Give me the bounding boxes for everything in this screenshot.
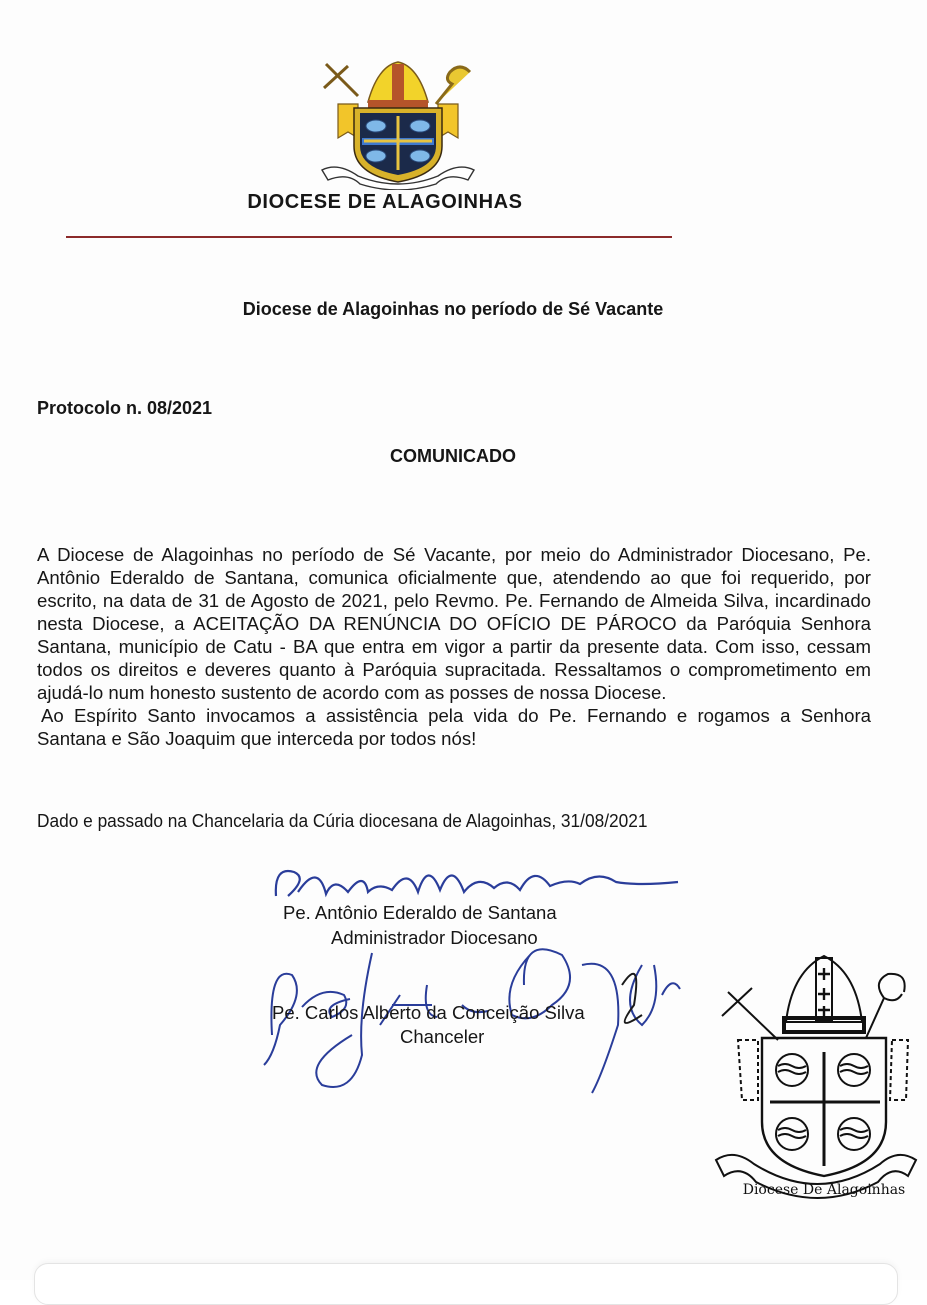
signatory-role: Administrador Diocesano xyxy=(331,927,538,948)
signatory-name: Pe. Carlos Alberto da Conceição Silva xyxy=(272,1002,585,1023)
signatory-name: Pe. Antônio Ederaldo de Santana xyxy=(283,902,557,923)
body-paragraph: A Diocese de Alagoinhas no período de Sé Vacante, por meio do Administrador Diocesano, Pe. Antônio Ederaldo de Santana, comunica oficialmente que, atendendo ao que foi requerido, por escrito, na data de 31 de Agosto de 2021, pelo Revmo. Pe. Fernando de Almeida Silva, incardinado nesta Diocese, a ACEITAÇÃO DA RENÚNCIA DO OFÍCIO DE PÁROCO da Paróquia Senhora Santana, município de Catu - BA que entra em vigor a partir da presente data. Com isso, cessam todos os direitos e deveres quanto à Paróquia supracitada. Ressaltamos o comprometimento em ajudá-lo num honesto sustento de acordo com as posses de nossa Diocese. xyxy=(37,544,871,703)
diocese-coat-of-arms-icon xyxy=(318,58,478,190)
signatory-role: Chanceler xyxy=(400,1026,485,1047)
organization-title: DIOCESE DE ALAGOINHAS xyxy=(247,191,523,213)
bottom-panel xyxy=(34,1263,898,1305)
seal-motto: Diocese De Alagoinhas xyxy=(742,1182,906,1198)
body-paragraph: Ao Espírito Santo invocamos a assistência pela vida do Pe. Fernando e rogamos a Senhora Santana e São Joaquim que interceda por todos nós! xyxy=(37,705,871,749)
diocese-seal-icon xyxy=(708,952,923,1207)
protocol-number: Protocolo n. 08/2021 xyxy=(37,398,213,418)
document-heading: COMUNICADO xyxy=(390,446,516,466)
document-subtitle: Diocese de Alagoinhas no período de Sé Vacante xyxy=(242,299,664,319)
document-body xyxy=(37,543,871,750)
header-divider xyxy=(66,236,672,238)
closing-line: Dado e passado na Chancelaria da Cúria diocesana de Alagoinhas, 31/08/2021 xyxy=(37,810,648,831)
